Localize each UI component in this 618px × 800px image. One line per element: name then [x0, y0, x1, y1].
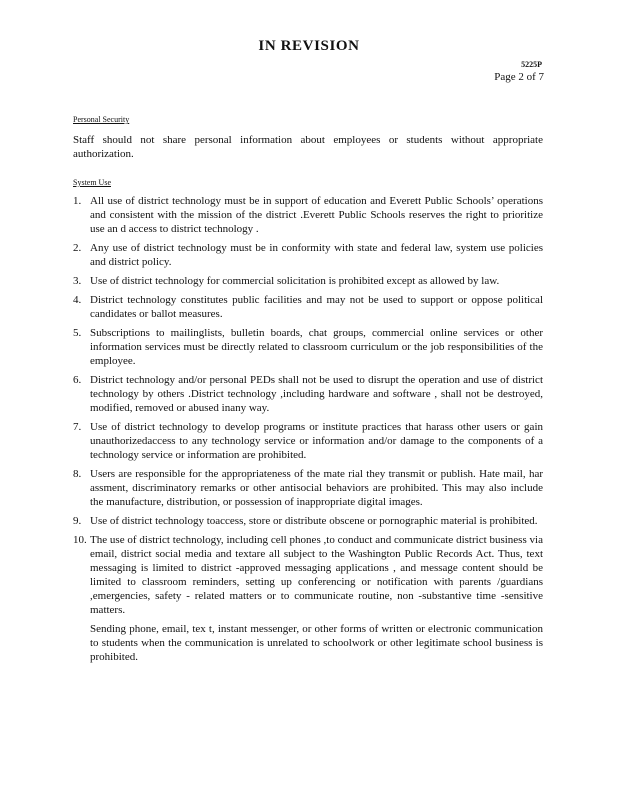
- list-item-text: The use of district technology, including cell phones ,to conduct and communicate district business via email, district social media and textare all subject to the Washington Public Records Act. Thus, text messaging is limited to district -approved messaging applications , and message content should be limited to classroom reminders, setting up conferencing or notification with parents /guardians ,emergencies, safety - related matters or to communicate routine, non -substantive time -sensitive matters.: [90, 534, 543, 616]
- list-item-subparagraph: Sending phone, email, tex t, instant messenger, or other forms of written or electronic communication to students when the communication is unrelated to schoolwork or other legitimate school business is prohibited.: [90, 623, 543, 663]
- list-item-number: 6.: [73, 374, 82, 386]
- section-heading-personal-security: Personal Security: [73, 115, 130, 124]
- page-title: IN REVISION: [258, 38, 360, 54]
- section-heading-system-use: System Use: [73, 178, 111, 187]
- list-item-number: 9.: [73, 515, 82, 527]
- list-item: [73, 241, 543, 269]
- list-item: [73, 326, 543, 368]
- list-item: [73, 514, 543, 528]
- list-item-number: 8.: [73, 468, 82, 480]
- list-item-text: District technology and/or personal PEDs shall not be used to disrupt the operation and use of district technology by others .District technology ,including hardware and software , shall not be destroyed, modified, removed or abused inany way.: [90, 374, 543, 414]
- list-item-number: 7.: [73, 421, 82, 433]
- list-item-number: 2.: [73, 242, 82, 254]
- system-use-list: [73, 194, 543, 669]
- list-item-text: Subscriptions to mailinglists, bulletin boards, chat groups, commercial online services or other information services must be directly related to classroom curriculum or the job responsibilities of the employee.: [90, 327, 543, 367]
- list-item-number: 1.: [73, 195, 82, 207]
- policy-code: 5225P: [521, 60, 542, 69]
- list-item-text: Users are responsible for the appropriateness of the mate rial they transmit or publish. Hate mail, har assment, discriminatory remarks or other antisocial behaviors are prohibited. This may also include the manufacture, distribution, or possession of inappropriate digital images.: [90, 468, 543, 508]
- list-item-text: Use of district technology toaccess, store or distribute obscene or pornographic material is prohibited.: [90, 515, 538, 527]
- list-item-number: 3.: [73, 275, 82, 287]
- list-item-number: 5.: [73, 327, 82, 339]
- list-item: [73, 293, 543, 321]
- page-number: Page 2 of 7: [494, 71, 544, 83]
- list-item-number: 10.: [73, 534, 87, 546]
- list-item: [73, 274, 543, 288]
- list-item-text: Any use of district technology must be in conformity with state and federal law, system use policies and district policy.: [90, 242, 543, 268]
- list-item: [73, 420, 543, 462]
- list-item: [73, 373, 543, 415]
- list-item-text: Use of district technology to develop programs or institute practices that harass other users or gain unauthorizedaccess to any technology service or information and/or damage to the components of a technology service or information are prohibited.: [90, 421, 543, 461]
- list-item: [73, 467, 543, 509]
- list-item-number: 4.: [73, 294, 82, 306]
- personal-security-text: Staff should not share personal information about employees or students without appropriate authorization.: [73, 134, 543, 160]
- list-item: [73, 194, 543, 236]
- list-item-text: Use of district technology for commercial solicitation is prohibited except as allowed by law.: [90, 275, 500, 287]
- list-item: [73, 533, 543, 664]
- list-item-text: All use of district technology must be in support of education and Everett Public Schools’ operations and consistent with the mission of the district .Everett Public Schools reserves the right to prioritize use an d access to district technology .: [90, 195, 543, 235]
- list-item-text: District technology constitutes public facilities and may not be used to support or oppose political candidates or ballot measures.: [90, 294, 543, 320]
